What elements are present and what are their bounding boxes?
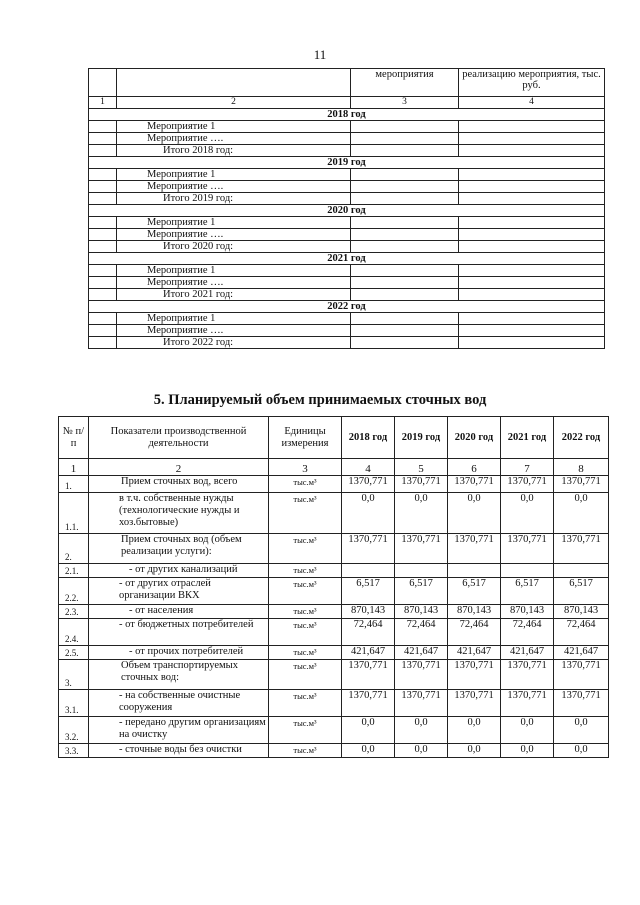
row-value: 0,0 xyxy=(342,717,395,744)
table-row xyxy=(59,744,609,758)
row-unit: тыс.м³ xyxy=(269,690,342,717)
row-value: 1370,771 xyxy=(395,690,448,717)
row-index: 2.5. xyxy=(59,646,89,660)
row-unit: тыс.м³ xyxy=(269,717,342,744)
row-unit: тыс.м³ xyxy=(269,534,342,564)
row-unit: тыс.м³ xyxy=(269,605,342,619)
year-label: 2018 год xyxy=(89,109,605,121)
table-row xyxy=(59,578,609,605)
row-value: 0,0 xyxy=(342,744,395,758)
table-row xyxy=(89,325,605,337)
table-row xyxy=(89,169,605,181)
year-total: Итого 2019 год: xyxy=(117,193,351,205)
row-value: 1370,771 xyxy=(554,690,609,717)
row-unit: тыс.м³ xyxy=(269,646,342,660)
row-value: 0,0 xyxy=(395,744,448,758)
row-label: в т.ч. собственные нужды (технологические нужды и хоз.бытовые) xyxy=(89,493,269,534)
row-value: 0,0 xyxy=(448,493,501,534)
row-unit: тыс.м³ xyxy=(269,619,342,646)
year-label: 2022 год xyxy=(89,301,605,313)
table-row xyxy=(89,181,605,193)
column-number-row: 1 2 3 4 xyxy=(89,97,605,109)
row-value: 1370,771 xyxy=(342,660,395,690)
row-value xyxy=(501,564,554,578)
row-value: 1370,771 xyxy=(342,476,395,493)
column-number-row: 1 2 3 4 5 6 7 8 xyxy=(59,459,609,476)
header-num: № п/п xyxy=(59,417,89,459)
wastewater-table xyxy=(58,416,609,758)
row-label: - на собственные очистные сооружения xyxy=(89,690,269,717)
row-value: 0,0 xyxy=(554,744,609,758)
row-value: 870,143 xyxy=(554,605,609,619)
row-value: 870,143 xyxy=(395,605,448,619)
table-header-row xyxy=(59,417,609,459)
row-value: 0,0 xyxy=(501,717,554,744)
row-value: 6,517 xyxy=(448,578,501,605)
row-label: - от других отраслей организации ВКХ xyxy=(89,578,269,605)
row-unit: тыс.м³ xyxy=(269,578,342,605)
row-value: 1370,771 xyxy=(448,690,501,717)
measure-item: Мероприятие 1 xyxy=(117,265,351,277)
page-number: 11 xyxy=(313,47,327,62)
row-index: 2.4. xyxy=(59,619,89,646)
row-value: 0,0 xyxy=(554,717,609,744)
row-index: 3.2. xyxy=(59,717,89,744)
row-index: 1. xyxy=(59,476,89,493)
row-value: 1370,771 xyxy=(501,476,554,493)
row-value: 1370,771 xyxy=(554,534,609,564)
table-row xyxy=(89,277,605,289)
row-index: 3.1. xyxy=(59,690,89,717)
measure-item: Мероприятие …. xyxy=(117,229,351,241)
header-2020: 2020 год xyxy=(448,417,501,459)
table-row xyxy=(89,313,605,325)
row-label: - от других канализаций xyxy=(89,564,269,578)
header-2022: 2022 год xyxy=(554,417,609,459)
row-value: 1370,771 xyxy=(395,476,448,493)
row-value: 421,647 xyxy=(395,646,448,660)
row-value: 6,517 xyxy=(395,578,448,605)
row-unit: тыс.м³ xyxy=(269,476,342,493)
year-label: 2020 год xyxy=(89,205,605,217)
row-value xyxy=(395,564,448,578)
year-total: Итого 2020 год: xyxy=(117,241,351,253)
measures-table xyxy=(88,68,605,349)
table-row xyxy=(59,660,609,690)
row-label: - от бюджетных потребителей xyxy=(89,619,269,646)
row-unit: тыс.м³ xyxy=(269,493,342,534)
measure-item: Мероприятие …. xyxy=(117,181,351,193)
year-label: 2021 год xyxy=(89,253,605,265)
row-value: 870,143 xyxy=(448,605,501,619)
table-row xyxy=(59,476,609,493)
table-row xyxy=(59,646,609,660)
total-row xyxy=(89,337,605,349)
total-row xyxy=(89,193,605,205)
row-value: 421,647 xyxy=(501,646,554,660)
row-value xyxy=(342,564,395,578)
header-indicator: Показатели производственной деятельности xyxy=(89,417,269,459)
header-2021: 2021 год xyxy=(501,417,554,459)
year-row xyxy=(89,157,605,169)
year-total: Итого 2022 год: xyxy=(117,337,351,349)
row-index: 1.1. xyxy=(59,493,89,534)
table-row xyxy=(59,564,609,578)
row-label: - передано другим организациям на очистку xyxy=(89,717,269,744)
row-value: 72,464 xyxy=(501,619,554,646)
table-row xyxy=(89,121,605,133)
table-row xyxy=(59,690,609,717)
row-label: - сточные воды без очистки xyxy=(89,744,269,758)
row-value: 0,0 xyxy=(342,493,395,534)
row-value: 0,0 xyxy=(501,493,554,534)
row-unit: тыс.м³ xyxy=(269,660,342,690)
row-value: 1370,771 xyxy=(342,690,395,717)
section-title: 5. Планируемый объем принимаемых сточных вод xyxy=(153,392,487,408)
row-unit: тыс.м³ xyxy=(269,564,342,578)
row-value: 1370,771 xyxy=(395,660,448,690)
measure-item: Мероприятие 1 xyxy=(117,313,351,325)
row-index: 3. xyxy=(59,660,89,690)
year-row xyxy=(89,205,605,217)
row-label: - от прочих потребителей xyxy=(89,646,269,660)
row-value: 0,0 xyxy=(554,493,609,534)
row-index: 2.3. xyxy=(59,605,89,619)
table-row xyxy=(59,605,609,619)
measure-item: Мероприятие …. xyxy=(117,325,351,337)
measure-item: Мероприятие …. xyxy=(117,277,351,289)
row-value: 72,464 xyxy=(448,619,501,646)
row-index: 2.1. xyxy=(59,564,89,578)
row-value: 870,143 xyxy=(342,605,395,619)
row-label: Прием сточных вод, всего xyxy=(89,476,269,493)
measure-item: Мероприятие 1 xyxy=(117,121,351,133)
row-value: 421,647 xyxy=(342,646,395,660)
table-row xyxy=(89,133,605,145)
row-value: 6,517 xyxy=(501,578,554,605)
table-header-row xyxy=(89,69,605,97)
row-value: 1370,771 xyxy=(448,534,501,564)
row-value: 870,143 xyxy=(501,605,554,619)
header-unit: Единицы измерения xyxy=(269,417,342,459)
table-row xyxy=(89,265,605,277)
row-value: 72,464 xyxy=(554,619,609,646)
row-label: Прием сточных вод (объем реализации услуги): xyxy=(89,534,269,564)
table-row xyxy=(59,717,609,744)
row-value: 1370,771 xyxy=(448,660,501,690)
row-value: 1370,771 xyxy=(554,476,609,493)
header-col4: реализацию мероприятия, тыс. руб. xyxy=(459,69,605,97)
header-col3: мероприятия xyxy=(351,69,459,97)
row-value: 1370,771 xyxy=(395,534,448,564)
table-row xyxy=(89,217,605,229)
row-value: 1370,771 xyxy=(501,534,554,564)
row-value: 72,464 xyxy=(342,619,395,646)
table-row xyxy=(59,534,609,564)
table-row xyxy=(59,493,609,534)
row-value: 421,647 xyxy=(448,646,501,660)
row-label: - от населения xyxy=(89,605,269,619)
header-2019: 2019 год xyxy=(395,417,448,459)
row-value: 1370,771 xyxy=(501,660,554,690)
total-row xyxy=(89,145,605,157)
table-row xyxy=(89,229,605,241)
row-value: 6,517 xyxy=(554,578,609,605)
row-value: 1370,771 xyxy=(501,690,554,717)
year-row xyxy=(89,253,605,265)
row-value: 0,0 xyxy=(395,717,448,744)
row-value: 1370,771 xyxy=(554,660,609,690)
row-value xyxy=(554,564,609,578)
total-row xyxy=(89,289,605,301)
row-value: 6,517 xyxy=(342,578,395,605)
year-row xyxy=(89,301,605,313)
year-row xyxy=(89,109,605,121)
row-value: 1370,771 xyxy=(342,534,395,564)
row-value: 421,647 xyxy=(554,646,609,660)
measure-item: Мероприятие 1 xyxy=(117,217,351,229)
year-total: Итого 2021 год: xyxy=(117,289,351,301)
total-row xyxy=(89,241,605,253)
measure-item: Мероприятие 1 xyxy=(117,169,351,181)
measure-item: Мероприятие …. xyxy=(117,133,351,145)
row-value: 0,0 xyxy=(395,493,448,534)
row-value: 72,464 xyxy=(395,619,448,646)
row-value: 0,0 xyxy=(448,744,501,758)
table-row xyxy=(59,619,609,646)
year-total: Итого 2018 год: xyxy=(117,145,351,157)
row-label: Объем транспортируемых сточных вод: xyxy=(89,660,269,690)
year-label: 2019 год xyxy=(89,157,605,169)
header-2018: 2018 год xyxy=(342,417,395,459)
row-value: 1370,771 xyxy=(448,476,501,493)
row-index: 2.2. xyxy=(59,578,89,605)
row-index: 2. xyxy=(59,534,89,564)
row-index: 3.3. xyxy=(59,744,89,758)
row-value: 0,0 xyxy=(501,744,554,758)
row-value: 0,0 xyxy=(448,717,501,744)
row-unit: тыс.м³ xyxy=(269,744,342,758)
row-value xyxy=(448,564,501,578)
